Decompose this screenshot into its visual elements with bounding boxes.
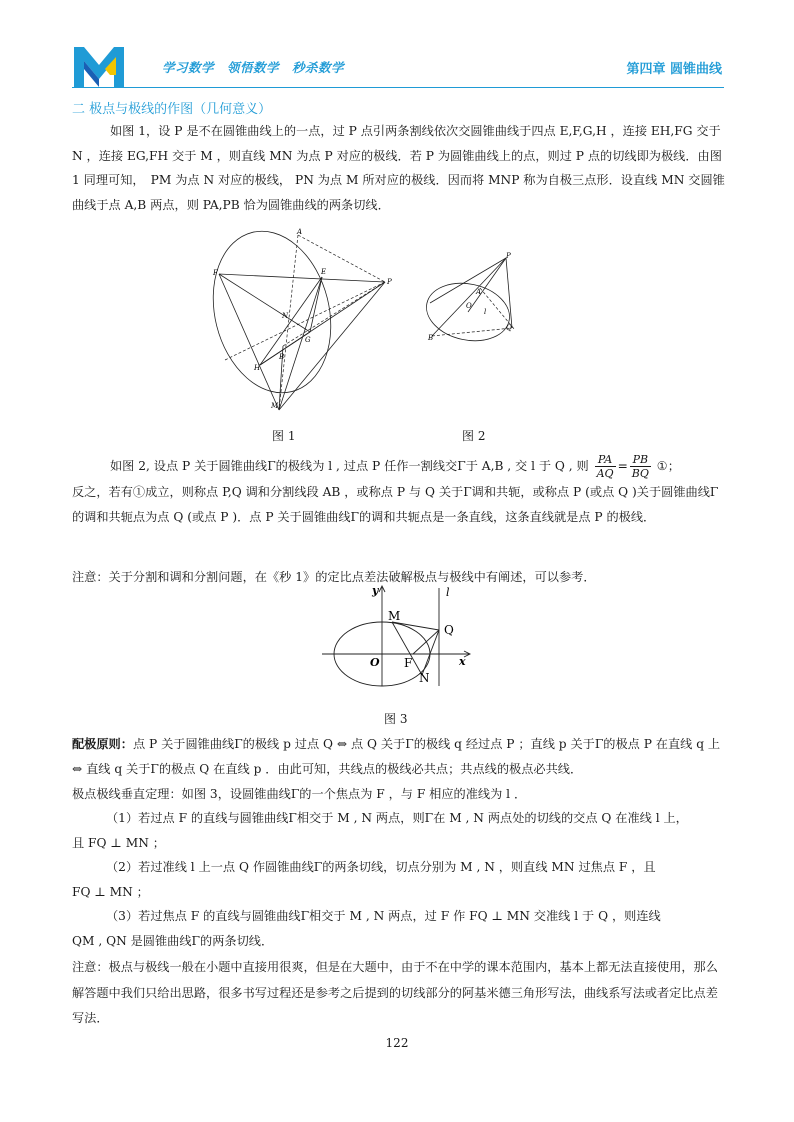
fig3-label-m: M — [388, 609, 401, 623]
figure-3 — [318, 582, 478, 687]
fig1-label-f: F — [213, 269, 218, 277]
figure-1-diagram — [205, 220, 400, 415]
figure-1-caption: 图 1 — [272, 429, 296, 443]
fraction-pa-aq: $\frac{PA}{AQ}$ — [596, 453, 614, 480]
principle-title: 配极原则： — [72, 737, 133, 751]
fig1-line-fp — [219, 274, 385, 282]
fig1-ellipse — [205, 220, 347, 405]
harmonic-text-after: ①； — [656, 459, 680, 473]
fig1-label-b: B — [279, 353, 285, 361]
logo — [72, 43, 126, 89]
figure-3-diagram — [318, 582, 478, 687]
logo-icon — [72, 43, 126, 89]
theorem-item-1: （1）若过点 F 的直线与圆锥曲线Γ相交于 M , N 两点，则Γ在 M , N 两点处的切线的交点 Q 在准线 l 上， 且 FQ ⊥ MN ； — [72, 811, 688, 850]
fig1-label-h: H — [254, 364, 261, 372]
fig3-label-y: y — [372, 584, 379, 597]
figure-2-caption: 图 2 — [462, 429, 486, 443]
fig1-label-n: N — [282, 312, 289, 320]
fig2-label-p: P — [506, 252, 511, 260]
chapter-title: 第四章 圆锥曲线 — [626, 62, 722, 77]
note-2: 注意：极点与极线一般在小题中直接用很爽，但是在大题中，由于不在中学的课本范围内，基本上都无法直接使用，那么解答题中我们只给出思路，很多书写过程还是参考之后提到的切线部分的阿基米德三角形写法，曲线系写法或者定比点差写法． — [72, 960, 718, 1025]
fig1-label-m: M — [271, 402, 279, 410]
logo-letter: M — [99, 75, 101, 76]
theorem-item-3: （3）若过焦点 F 的直线与圆锥曲线Γ相交于 M , N 两点，过 F 作 FQ ⊥ MN 交准线 l 于 Q ，则连线 QM , QN 是圆锥曲线Γ的两条切线． — [72, 909, 661, 948]
fig3-label-q: Q — [444, 623, 454, 637]
fig2-label-a: A — [476, 288, 482, 296]
fig2-label-l: l — [484, 308, 487, 316]
header-slogan: 学习数学 领悟数学 秒杀数学 — [162, 60, 345, 75]
figure-3-caption: 图 3 — [384, 712, 408, 726]
fig3-label-x: x — [459, 655, 466, 668]
figure-2 — [420, 248, 530, 348]
header-divider — [72, 87, 724, 88]
fig1-label-p: P — [387, 278, 392, 286]
paragraph-harmonic: 如图 2, 设点 P 关于圆锥曲线Γ的极线为 l , 过点 P 任作一割线交Γ于 A,B , 交 l 于 Q , 则 $\frac{PA}{AQ}$ = $\frac{PB}{BQ}$ ①； 反之，若有①成立，则称点 P,Q 调和分割线段 AB ，或称点 P 与 Q 关于Γ调和共轭，或称点 P (或点 Q )关于圆锥曲线Γ的调和共轭点为点 Q (或点 P )．点 P 关于圆锥曲线Γ的调和共轭点是一条直线，这条直线就是点 P 的极线． — [72, 453, 727, 529]
fig3-label-l: l — [446, 586, 450, 599]
fig1-label-e: E — [321, 268, 327, 276]
note-1: 注意：关于分割和调和分割问题，在《秒 1》的定比点差法破解极点与极线中有阐述，可以参考． — [72, 570, 596, 584]
section-title: 二 极点与极线的作图（几何意义） — [72, 102, 272, 117]
fig3-label-o: O — [370, 656, 380, 669]
principle-paragraph — [72, 732, 727, 781]
harmonic-text-before: 如图 2, 设点 P 关于圆锥曲线Γ的极线为 l , 过点 P 任作一割线交Γ于 A,B , 交 l 于 Q , 则 — [110, 459, 589, 473]
figure-1 — [205, 220, 400, 415]
fig1-label-g: G — [305, 336, 311, 344]
fig2-label-q: Q — [506, 324, 512, 332]
fig3-label-n: N — [419, 671, 430, 685]
principle-text: 点 P 关于圆锥曲线Γ的极线 p 过点 Q ⇔ 点 Q 关于Γ的极线 q 经过点 P ；直线 p 关于Γ的极点 P 在直线 q 上 ⇔ 直线 q 关于Γ的极点 Q 在直线 p ．由此可知，共线点的极线必共点；共点线的极点必共线． — [72, 737, 721, 776]
fig2-label-o: O — [466, 302, 472, 310]
theorem-item-2: （2）若过准线 l 上一点 Q 作圆锥曲线Γ的两条切线，切点分别为 M , N ，则直线 MN 过焦点 F ，且 FQ ⊥ MN ； — [72, 860, 656, 899]
fig2-label-b: B — [428, 334, 434, 342]
figure-2-diagram — [420, 248, 530, 348]
theorem-intro: 极点极线垂直定理：如图 3，设圆锥曲线Γ的一个焦点为 F ，与 F 相应的准线为 l ． — [72, 787, 527, 801]
fig1-label-a: A — [297, 228, 303, 236]
harmonic-text-line2: 反之，若有①成立，则称点 P,Q 调和分割线段 AB ，或称点 P 与 Q 关于Γ调和共轭，或称点 P (或点 Q )关于圆锥曲线Γ的调和共轭点为点 Q (或点 P )．点 P 关于圆锥曲线Γ的调和共轭点是一条直线，这条直线就是点 P 的极线． — [72, 485, 719, 524]
paragraph-intro: 如图 1，设 P 是不在圆锥曲线上的一点，过 P 点引两条割线依次交圆锥曲线于四点 E,F,G,H ，连接 EH,FG 交于 N ，连接 EG,FH 交于 M ，则直线 MN 为点 P 对应的极线．若 P 为圆锥曲线上的点，则过 P 点的切线即为极线．由图 1 同理可知， PM 为点 N 对应的极线， PN 为点 M 所对应的极线．因而将 MNP 称为自极三点形．设直线 MN 交圆锥曲线于点 A,B 两点，则 PA,PB 恰为圆锥曲线的两条切线． — [72, 124, 725, 212]
page-number: 122 — [385, 1036, 409, 1050]
fraction-pb-bq: $\frac{PB}{BQ}$ — [631, 453, 649, 480]
fig3-label-f: F — [404, 656, 413, 670]
